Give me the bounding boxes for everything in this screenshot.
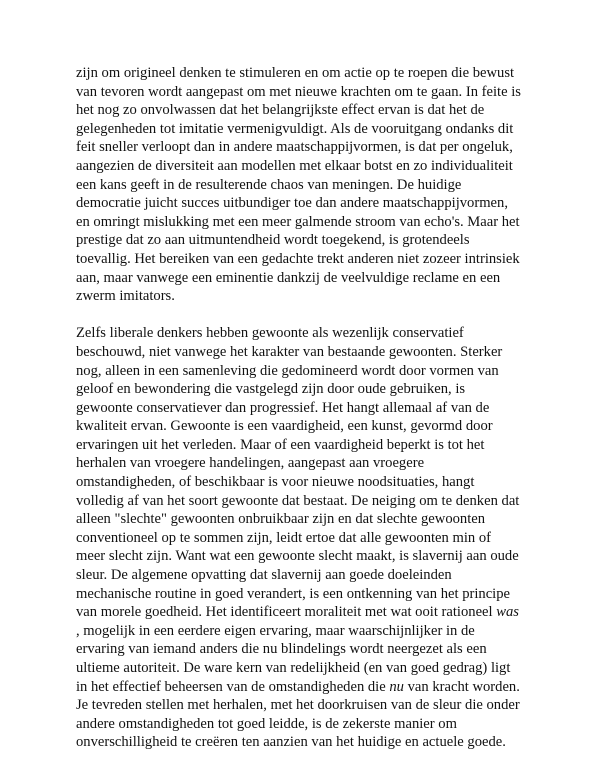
text-line: ervaringen uit het verleden. Maar of een vaardigheid beperkt is tot het <box>76 436 485 453</box>
text-line: omstandigheden, of beschikbaar is voor nieuwe noodsituaties, hangt <box>76 474 475 491</box>
italic-word: nu <box>389 678 404 695</box>
text-line: een kans geeft in de resulterende chaos van meningen. De huidige <box>76 176 462 193</box>
document-page <box>76 64 538 771</box>
text-line: conventioneel op te sommen zijn, leidt ertoe dat alle gewoonten min of <box>76 529 491 546</box>
text-line: feit sneller verloopt dan in andere maatschappijvormen, is dat per ongeluk, <box>76 139 513 156</box>
text-line: ultieme autoriteit. De ware kern van redelijkheid (en van goed gedrag) ligt <box>76 660 511 676</box>
text-line: geloof en bewondering die vastgelegd zijn door oude gebruiken, is <box>76 381 466 398</box>
text-line: in het effectief beheersen van de omstandigheden die nu van kracht worden. <box>76 678 520 695</box>
text-line: van morele goedheid. Het identificeert moraliteit met wat ooit rationeel was <box>76 604 519 621</box>
text-line: democratie juicht succes uitbundiger toe dan andere maatschappijvormen, <box>76 195 508 212</box>
text-line: gelegenheden tot imitatie vermenigvuldigt. Als de vooruitgang ondanks dit <box>76 120 514 137</box>
text-line: aan, maar vanwege een eminentie dankzij de veelvuldige reclame en een <box>76 269 501 286</box>
text-line: zijn om origineel denken te stimuleren en om actie op te roepen die bewust <box>76 65 515 81</box>
text-line: zwerm imitators. <box>76 288 175 305</box>
text-line: toevallig. Het bereiken van een gedachte trekt anderen niet zozeer intrinsiek <box>76 250 520 267</box>
text-line: onverschilligheid te creëren ten aanzien van het huidige en actuele goede. <box>76 734 506 751</box>
text-line: herhalen van vroegere handelingen, aangepast aan vroegere <box>76 455 425 472</box>
text-line: het nog zo onvolwassen dat het belangrijkste effect ervan is dat het de <box>76 102 485 119</box>
text-line: nog, alleen in een samenleving die gedomineerd wordt door vormen van <box>76 362 499 379</box>
text-line: mechanische routine in goed verandert, is een ontkenning van het principe <box>76 585 511 602</box>
text-line: Zelfs liberale denkers hebben gewoonte als wezenlijk conservatief <box>76 325 464 342</box>
text-line: prestige dat zo aan uitmuntendheid wordt toegekend, is grotendeels <box>76 232 470 249</box>
text-line: aangezien de diversiteit aan modellen met elkaar botst en zo individualiteit <box>76 157 513 174</box>
paragraph-1 <box>76 64 538 306</box>
text-line: van tevoren wordt aangepast om met nieuwe krachten om te gaan. In feite is <box>76 83 521 100</box>
italic-word: was <box>496 604 519 621</box>
text-line: Je tevreden stellen met herhalen, met het doorkruisen van de sleur die onder <box>76 697 520 714</box>
text-line: andere omstandigheden tot goed leidde, is de zekerste manier om <box>76 715 457 732</box>
text-line: ervaring van iemand anders die nu blindelings wordt neergezet als een <box>76 641 487 658</box>
text-line: alleen "slechte" gewoonten onbruikbaar zijn en dat slechte gewoonten <box>76 511 486 528</box>
text-line: beschouwd, niet vanwege het karakter van bestaande gewoonten. Sterker <box>76 343 503 360</box>
text-line: sleur. De algemene opvatting dat slavernij aan goede doeleinden <box>76 567 452 584</box>
paragraph-2 <box>76 324 538 752</box>
text-line: gewoonte conservatiever dan progressief. Het hangt allemaal af van de <box>76 399 490 416</box>
text-line: en omringt mislukking met een meer galmende stroom van echo's. Maar het <box>76 213 520 230</box>
text-line: kwaliteit ervan. Gewoonte is een vaardigheid, een kunst, gevormd door <box>76 418 493 435</box>
text-line: , mogelijk in een eerdere eigen ervaring, maar waarschijnlijker in de <box>76 622 475 639</box>
text-line: volledig af van het soort gewoonte dat bestaat. De neiging om te denken dat <box>76 492 520 509</box>
text-line: meer slecht zijn. Want wat een gewoonte slecht maakt, is slavernij aan oude <box>76 548 519 565</box>
